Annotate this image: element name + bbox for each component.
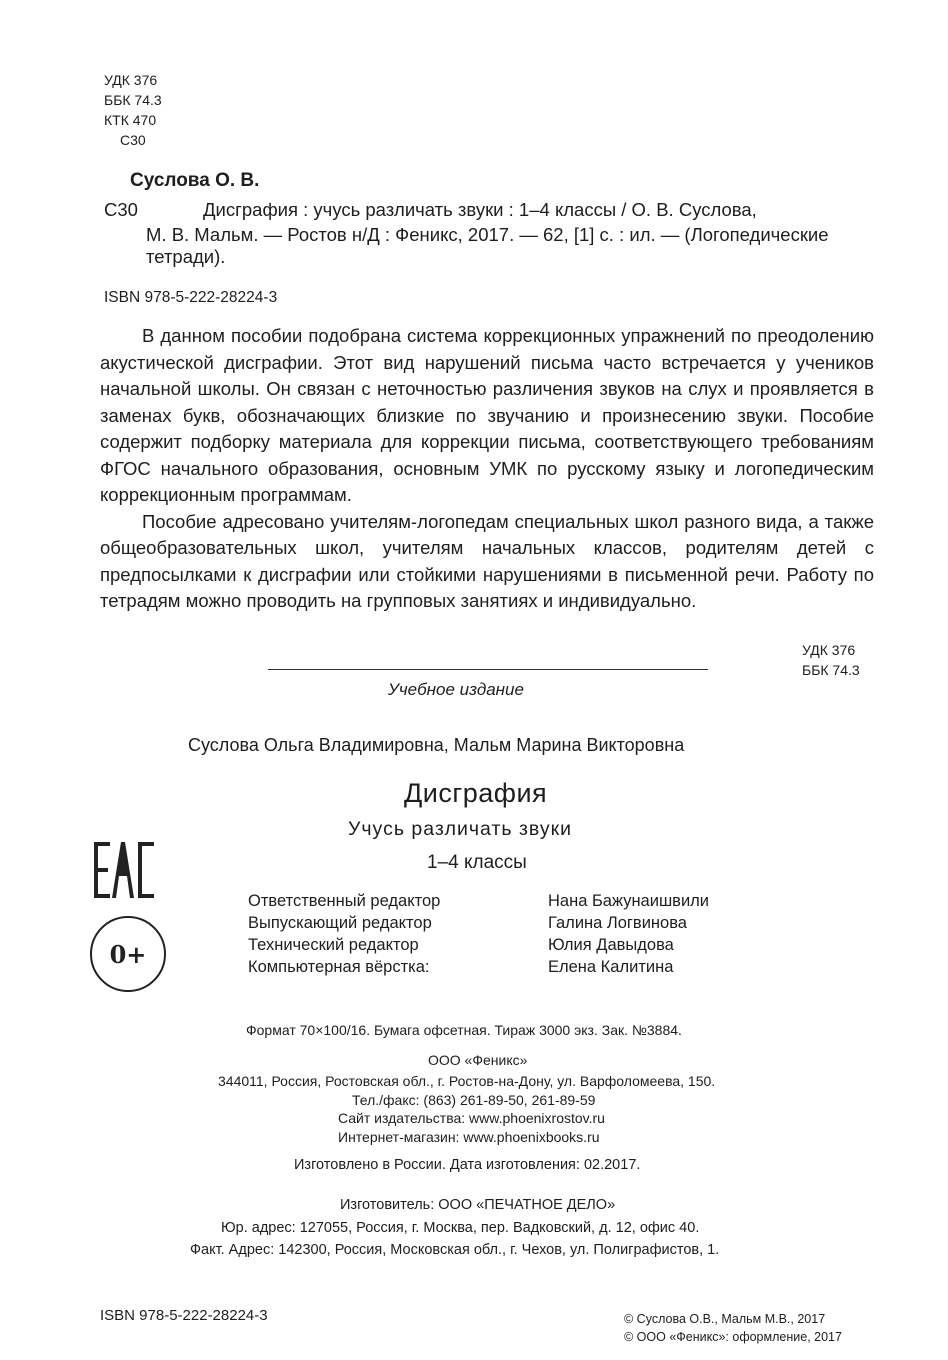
bbk-code: ББК 74.3 — [104, 92, 162, 108]
credit-names — [548, 890, 709, 978]
udk-code: УДК 376 — [104, 72, 158, 88]
isbn-bottom: ISBN 978-5-222-28224-3 — [100, 1307, 268, 1324]
imprint-actual-address: Факт. Адрес: 142300, Россия, Московская обл., г. Чехов, ул. Полиграфистов, 1. — [190, 1242, 720, 1258]
annotation-paragraph-1: В данном пособии подобрана система коррекционных упражнений по преодолению акустической дисграфии. Этот вид нарушений письма часто встречается у учеников начальной школы. Он связан с неточностью различения звуков на слух и проявляется в заменах букв, обозначающих близкие по звучанию и произнесению звуки. Пособие содержит подборку материала для коррекции письма, соответствующего требованиям ФГОС начального образования, основным УМК по русскому языку и логопедическим коррекционным программам. — [100, 325, 874, 505]
classification-codes — [104, 70, 162, 150]
credit-name: Нана Бажунаишвили — [548, 892, 710, 910]
credit-role: Выпускающий редактор — [248, 914, 432, 932]
credit-roles — [248, 890, 440, 978]
credit-name: Юлия Давыдова — [548, 936, 674, 954]
annotation — [100, 323, 874, 615]
credit-name: Галина Логвинова — [548, 914, 687, 932]
isbn-top: ISBN 978-5-222-28224-3 — [104, 289, 278, 306]
bib-line-2: М. В. Мальм. — Ростов н/Д : Феникс, 2017. — 62, [1] с. : ил. — (Логопедические — [146, 224, 829, 245]
age-rating-badge: 0+ — [90, 916, 166, 992]
imprint-manufacturer: Изготовитель: ООО «ПЕЧАТНОЕ ДЕЛО» — [340, 1197, 616, 1213]
book-grades: 1–4 классы — [427, 852, 527, 873]
udk-code-right: УДК 376 — [802, 642, 856, 658]
imprint-shop: Интернет-магазин: www.phoenixbooks.ru — [338, 1129, 600, 1145]
imprint-site: Сайт издательства: www.phoenixrostov.ru — [338, 1110, 605, 1126]
classification-codes-right — [802, 640, 860, 680]
book-title: Дисграфия — [404, 778, 548, 808]
copyright-authors: © Суслова О.В., Мальм М.В., 2017 — [624, 1312, 826, 1326]
credit-role: Ответственный редактор — [248, 892, 441, 910]
edition-type: Учебное издание — [388, 680, 524, 699]
bbk-code-right: ББК 74.3 — [802, 662, 860, 678]
imprint-format: Формат 70×100/16. Бумага офсетная. Тираж 3000 экз. Зак. №3884. — [246, 1022, 682, 1038]
author-mark-code: С30 — [120, 132, 146, 148]
book-subtitle: Учусь различать звуки — [348, 818, 572, 840]
imprint-address: 344011, Россия, Ростовская обл., г. Ростов-на-Дону, ул. Варфоломеева, 150. — [218, 1073, 716, 1089]
divider-line — [268, 669, 708, 670]
imprint-publisher: ООО «Феникс» — [428, 1052, 528, 1068]
credit-role: Компьютерная вёрстка: — [248, 958, 430, 976]
imprint-phone: Тел./факс: (863) 261-89-50, 261-89-59 — [352, 1092, 596, 1108]
ktk-code: КТК 470 — [104, 112, 157, 128]
copyright-publisher: © ООО «Феникс»: оформление, 2017 — [624, 1330, 842, 1344]
author-mark: С30 — [104, 199, 138, 220]
bib-line-3: тетради). — [146, 246, 226, 267]
imprint-made-in: Изготовлено в России. Дата изготовления: 02.2017. — [294, 1157, 641, 1173]
annotation-paragraph-2: Пособие адресовано учителям-логопедам специальных школ разного вида, а также общеобразовательных школ, учителям начальных классов, родителям детей с предпосылками к дисграфии или стойкими нарушениями в письменной речи. Работу по тетрадям можно проводить на групповых занятиях и индивидуально. — [100, 510, 874, 611]
credit-role: Технический редактор — [248, 936, 419, 954]
authors-full: Суслова Ольга Владимировна, Мальм Марина Викторовна — [188, 735, 685, 755]
imprint-legal-address: Юр. адрес: 127055, Россия, г. Москва, пер. Вадковский, д. 12, офис 40. — [221, 1220, 700, 1236]
bib-line-1: Дисграфия : учусь различать звуки : 1–4 классы / О. В. Суслова, — [203, 199, 757, 220]
eac-mark-icon — [94, 842, 156, 903]
author-heading: Суслова О. В. — [130, 170, 260, 191]
credit-name: Елена Калитина — [548, 958, 674, 976]
